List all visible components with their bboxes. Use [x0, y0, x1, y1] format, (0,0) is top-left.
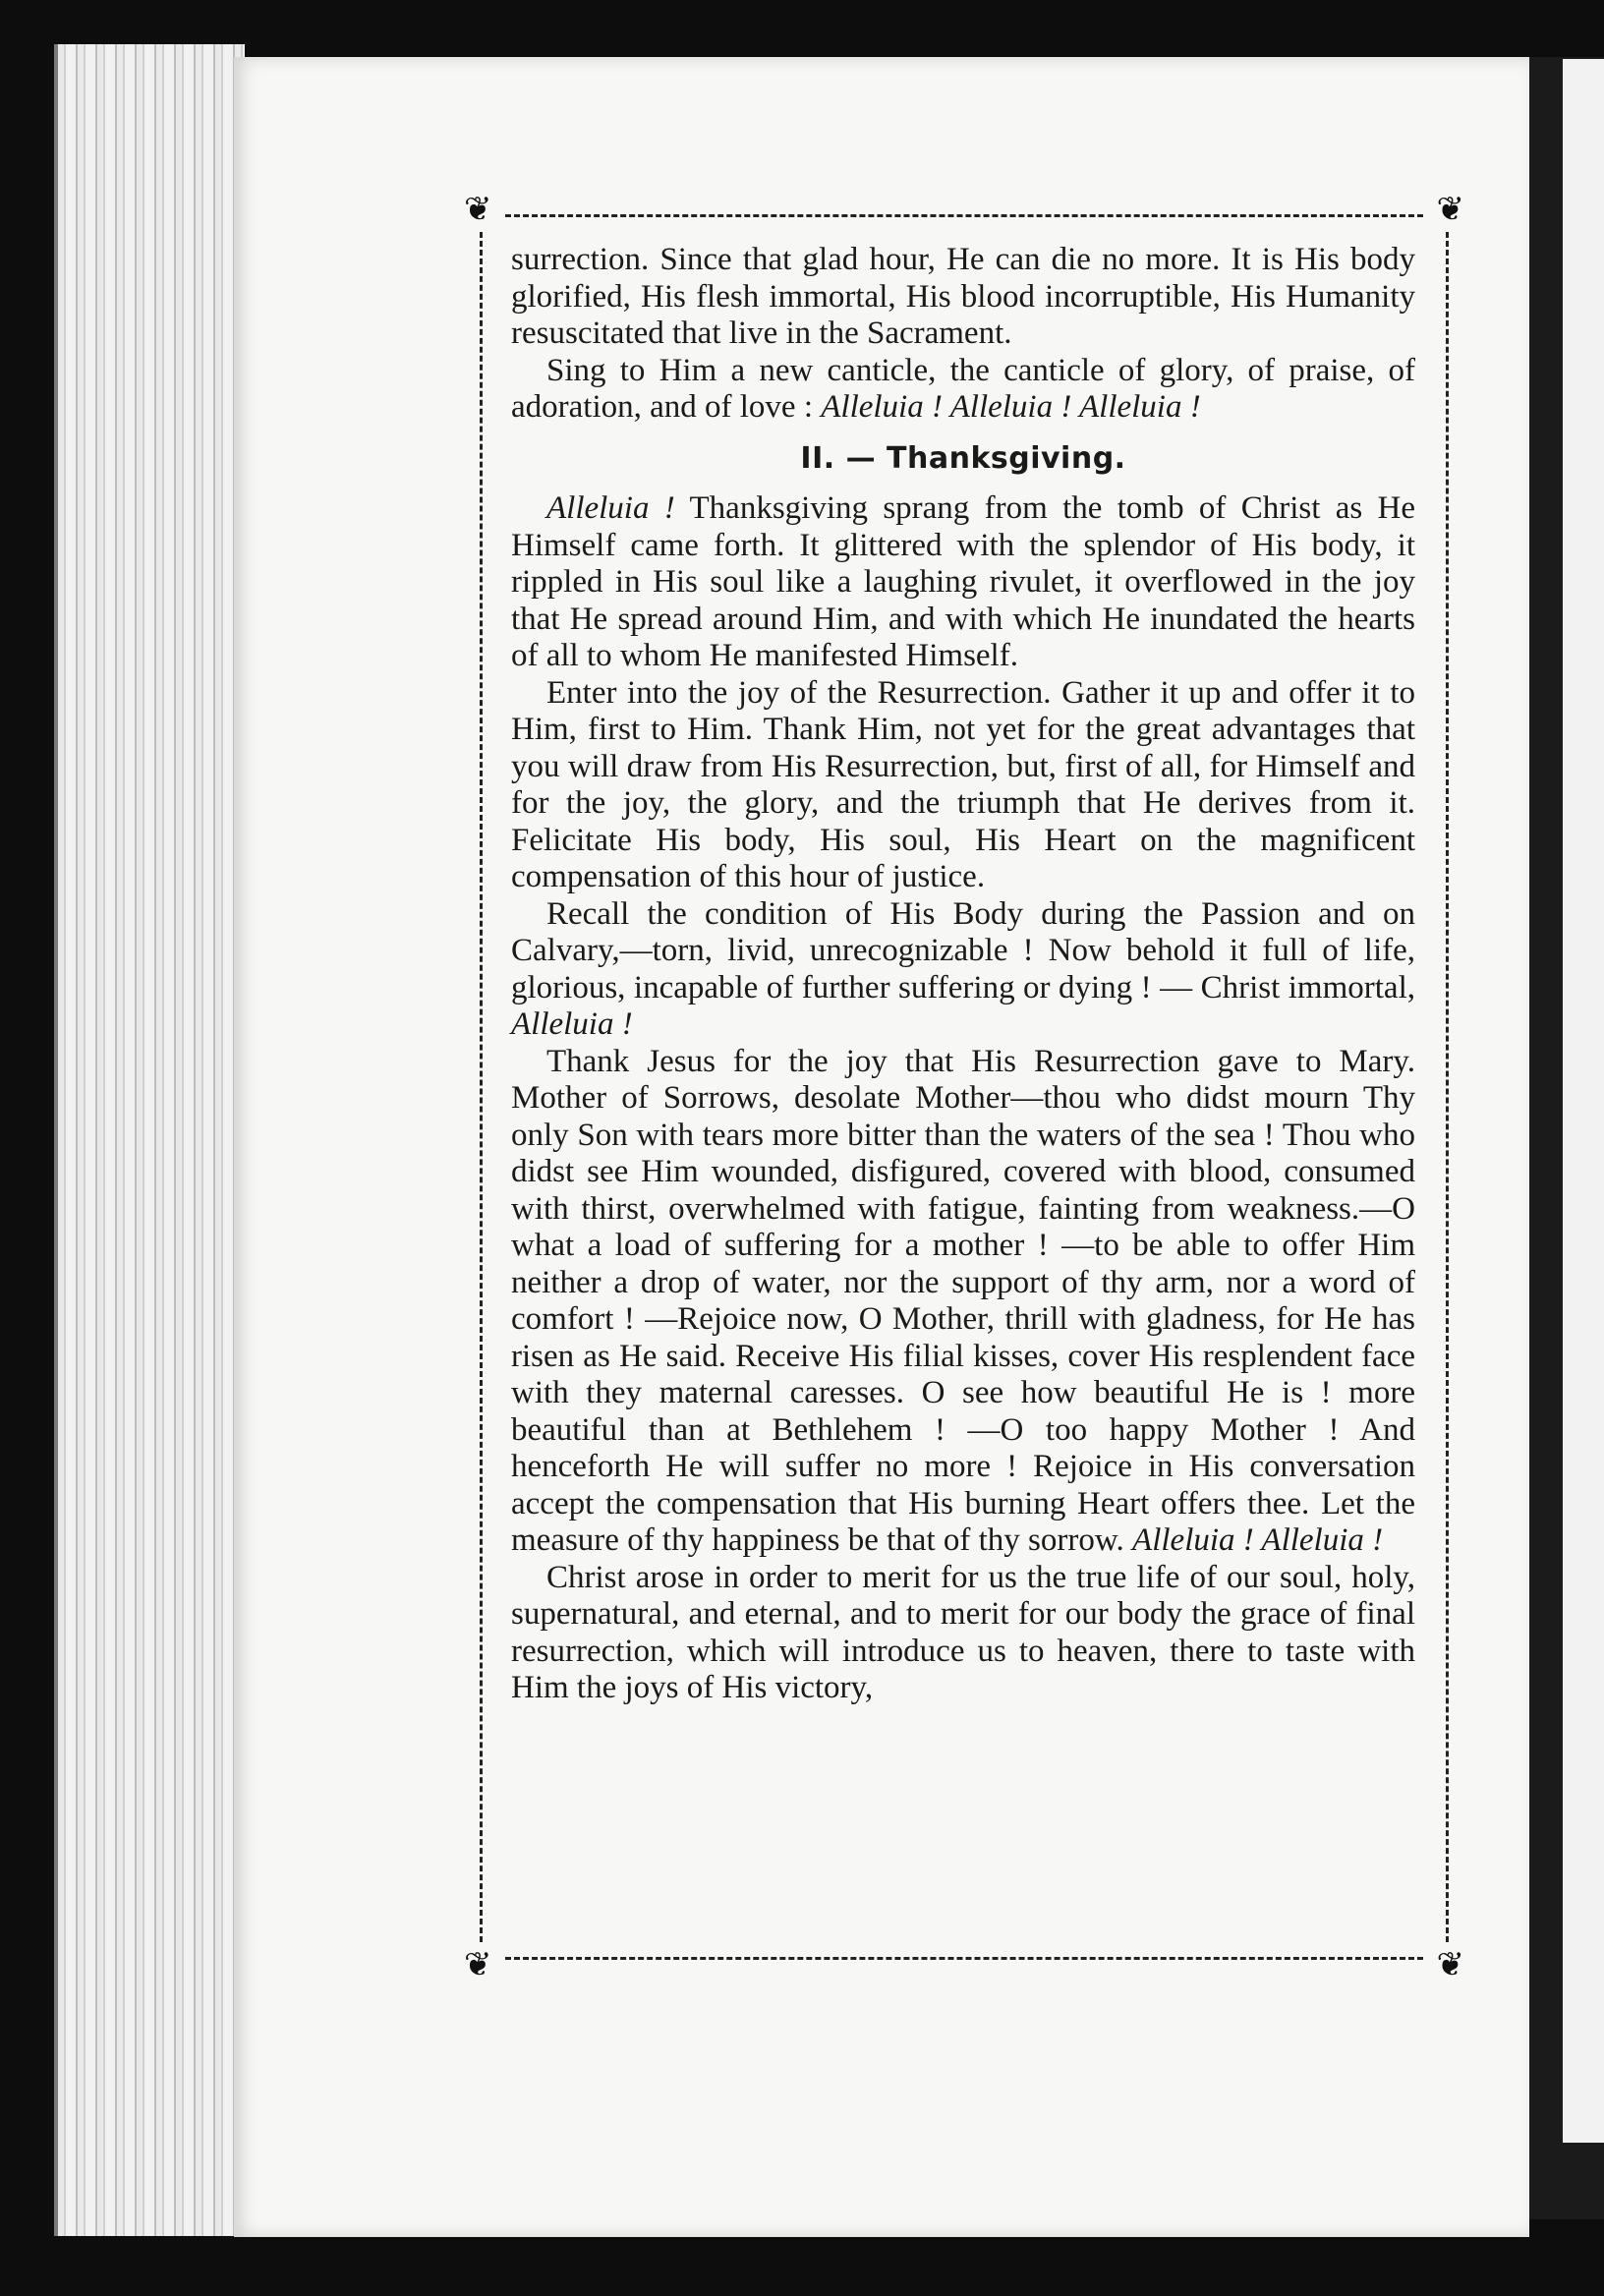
border-right-rule — [1446, 232, 1449, 1942]
opening-paragraph: surrection. Since that glad hour, He can die no more. It is His body glorified, His flesh immortal, His blood incorruptible, His Humanity resuscitated that live in the Sacrament. — [511, 242, 1415, 351]
corner-ornament-icon: ❦ — [464, 1945, 492, 1984]
corner-ornament-icon: ❦ — [1436, 190, 1464, 229]
border-left-rule — [480, 232, 483, 1942]
page-body — [511, 242, 1415, 1707]
paragraph-mary: Thank Jesus for the joy that His Resurrection gave to Mary. Mother of Sorrows, desolate Mother—thou who didst mourn Thy only Son with tears more bitter than the waters of the sea ! Thou who didst see Him wounded, disfigured, covered with blood, consumed with thirst, overwhelmed with fatigue, fainting from weakness.—O what a load of suffering for a mother ! —to be able to offer Him neither a drop of water, nor the support of thy arm, nor a word of comfort ! —Rejoice now, O Mother, thrill with gladness, for He has risen as He said. Receive His filial kisses, cover His resplendent face with they maternal caresses. O see how beautiful He is ! more beautiful than at Bethlehem ! —O too happy Mother ! And henceforth He will suffer no more ! Rejoice in His conversation accept the compensation that His burning Heart offers thee. Let the measure of thy happiness be that of thy sorrow. Alleluia ! Alleluia ! — [511, 1043, 1415, 1558]
corner-ornament-icon: ❦ — [464, 190, 492, 229]
book-page-edges — [54, 44, 245, 2236]
paragraph-recall: Recall the condition of His Body during the Passion and on Calvary,—torn, livid, unrecognizable ! Now behold it full of life, glorious, incapable of further suffering or dying ! — Christ immortal, Alleluia ! — [511, 895, 1415, 1042]
facing-page-edge — [1563, 59, 1604, 2143]
paragraph-christ-arose: Christ arose in order to merit for us the true life of our soul, holy, supernatural, and eternal, and to merit for our body the grace of final resurrection, which will introduce us to heaven, there to taste with Him the joys of His victory, — [511, 1559, 1415, 1705]
corner-ornament-icon: ❦ — [1436, 1945, 1464, 1984]
border-top-rule — [505, 214, 1423, 217]
paragraph-thanksgiving: Alleluia ! Thanksgiving sprang from the tomb of Christ as He Himself came forth. It glittered with the splendor of His body, it rippled in His soul like a laughing rivulet, it overflowed in the joy that He spread around Him, and with which He inundated the hearts of all to whom He manifested Himself. — [511, 490, 1415, 673]
border-bottom-rule — [505, 1957, 1423, 1960]
section-heading: II. — Thanksgiving. — [800, 440, 1126, 476]
paragraph-enter-joy: Enter into the joy of the Resurrection. Gather it up and offer it to Him, first to Him. Thank Him, not yet for the great advantages that you will draw from His Resurrection, but, first of all, for Himself and for the joy, the glory, and the triumph that He derives from it. Felicitate His body, His soul, His Heart on the magnificent compensation of this hour of justice. — [511, 674, 1415, 894]
paragraph-canticle: Sing to Him a new canticle, the canticle of glory, of praise, of adoration, and of love : Alleluia ! Alleluia ! Alleluia ! — [511, 352, 1415, 425]
